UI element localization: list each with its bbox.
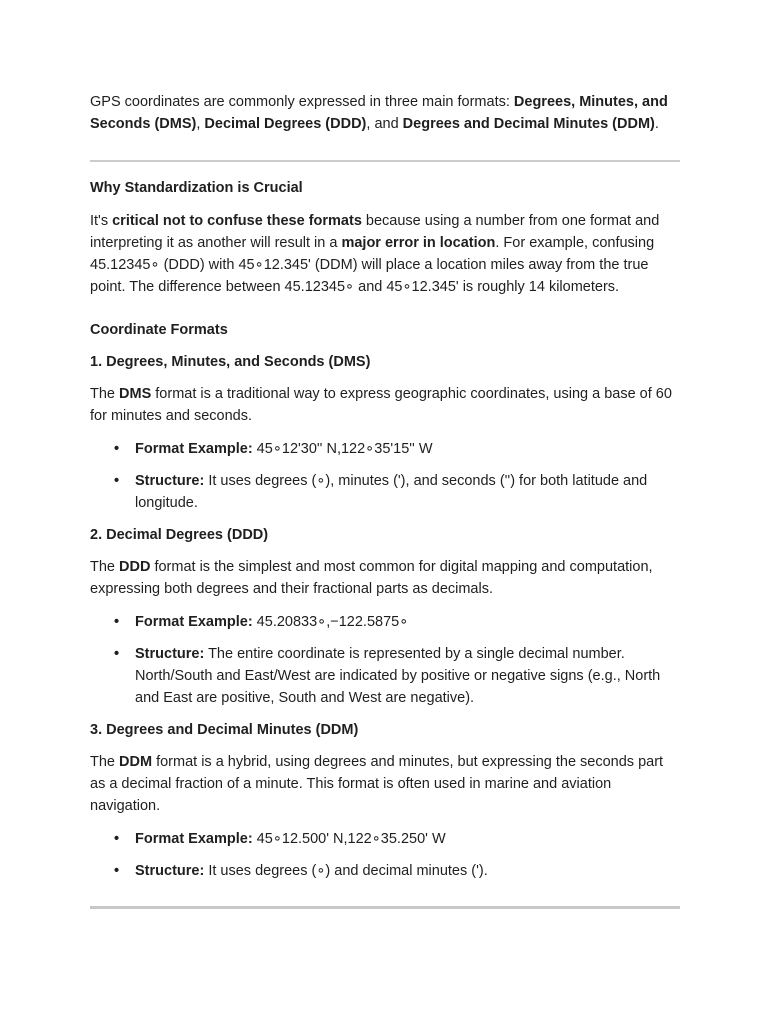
bottom-divider	[90, 906, 680, 909]
ddd-text: The	[90, 559, 120, 575]
intro-paragraph	[90, 91, 680, 135]
ddm-text: The	[90, 754, 120, 770]
list-item	[135, 860, 680, 882]
list-item-label: Format Example:	[135, 614, 253, 630]
ddd-text: format is the simplest and most common for digital mapping and computation, expressing both degrees and their fractional parts as decimals.	[90, 559, 653, 597]
list-item-text: The entire coordinate is represented by a single decimal number. North/South and East/West are indicated by positive or negative signs (e.g., North and East are positive, South and West are negative).	[135, 646, 661, 706]
list-item-text: It uses degrees (∘) and decimal minutes (').	[204, 863, 488, 879]
dms-list	[90, 438, 680, 514]
list-item	[135, 438, 680, 460]
list-item	[135, 470, 680, 514]
dms-text: format is a traditional way to express geographic coordinates, using a base of 60 for minutes and seconds.	[90, 386, 672, 424]
ddd-paragraph	[90, 556, 680, 600]
list-item-text: 45∘12'30'' N,122∘35'15'' W	[252, 441, 433, 457]
ddm-text: format is a hybrid, using degrees and minutes, but expressing the seconds part as a decimal fraction of a minute. This format is often used in marine and aviation navigation.	[90, 754, 664, 814]
dms-heading: 1. Degrees, Minutes, and Seconds (DMS)	[90, 354, 371, 370]
list-item	[135, 643, 680, 709]
why-text: . For example, confusing 45.12345∘ (DDD) with 45∘12.345' (DDM) will place a location miles away from the true point. The difference between 45.12345∘ and 45∘12.345' is roughly 14 kilometers.	[90, 235, 655, 295]
section-divider	[90, 160, 680, 162]
intro-bold-dms: Degrees, Minutes, and Seconds (DMS)	[90, 94, 668, 132]
why-paragraph	[90, 210, 680, 298]
list-item-label: Structure:	[135, 863, 205, 879]
ddm-heading: 3. Degrees and Decimal Minutes (DDM)	[90, 722, 359, 738]
list-item-label: Format Example:	[135, 831, 253, 847]
list-item-text: It uses degrees (∘), minutes ('), and seconds ('') for both latitude and longitude.	[135, 473, 648, 511]
list-item-label: Structure:	[135, 646, 205, 662]
list-item	[135, 611, 680, 633]
document-content	[90, 91, 680, 909]
dms-bold-text: DMS	[119, 386, 152, 402]
ddm-paragraph	[90, 751, 680, 817]
list-item-label: Structure:	[135, 473, 205, 489]
why-text: It's	[90, 213, 113, 229]
intro-bold-ddm: Degrees and Decimal Minutes (DDM)	[402, 116, 655, 132]
dms-paragraph	[90, 383, 680, 427]
intro-text: GPS coordinates are commonly expressed in three main formats:	[90, 94, 514, 110]
intro-text: ,	[196, 116, 205, 132]
why-text: because using a number from one format and interpreting it as another will result in a	[90, 213, 660, 251]
ddd-list	[90, 611, 680, 709]
why-heading: Why Standardization is Crucial	[90, 180, 303, 196]
list-item	[135, 828, 680, 850]
dms-text: The	[90, 386, 120, 402]
ddd-bold-text: DDD	[119, 559, 151, 575]
list-item-text: 45∘12.500' N,122∘35.250' W	[252, 831, 446, 847]
ddd-heading: 2. Decimal Degrees (DDD)	[90, 527, 269, 543]
intro-bold-ddd: Decimal Degrees (DDD)	[204, 116, 367, 132]
ddm-bold-text: DDM	[119, 754, 153, 770]
intro-text: .	[654, 116, 659, 132]
why-bold-text: major error in location	[341, 235, 496, 251]
list-item-text: 45.20833∘,−122.5875∘	[252, 614, 409, 630]
list-item-label: Format Example:	[135, 441, 253, 457]
why-bold-text: critical not to confuse these formats	[112, 213, 362, 229]
ddm-list	[90, 828, 680, 882]
intro-text: , and	[366, 116, 403, 132]
formats-heading: Coordinate Formats	[90, 322, 228, 338]
